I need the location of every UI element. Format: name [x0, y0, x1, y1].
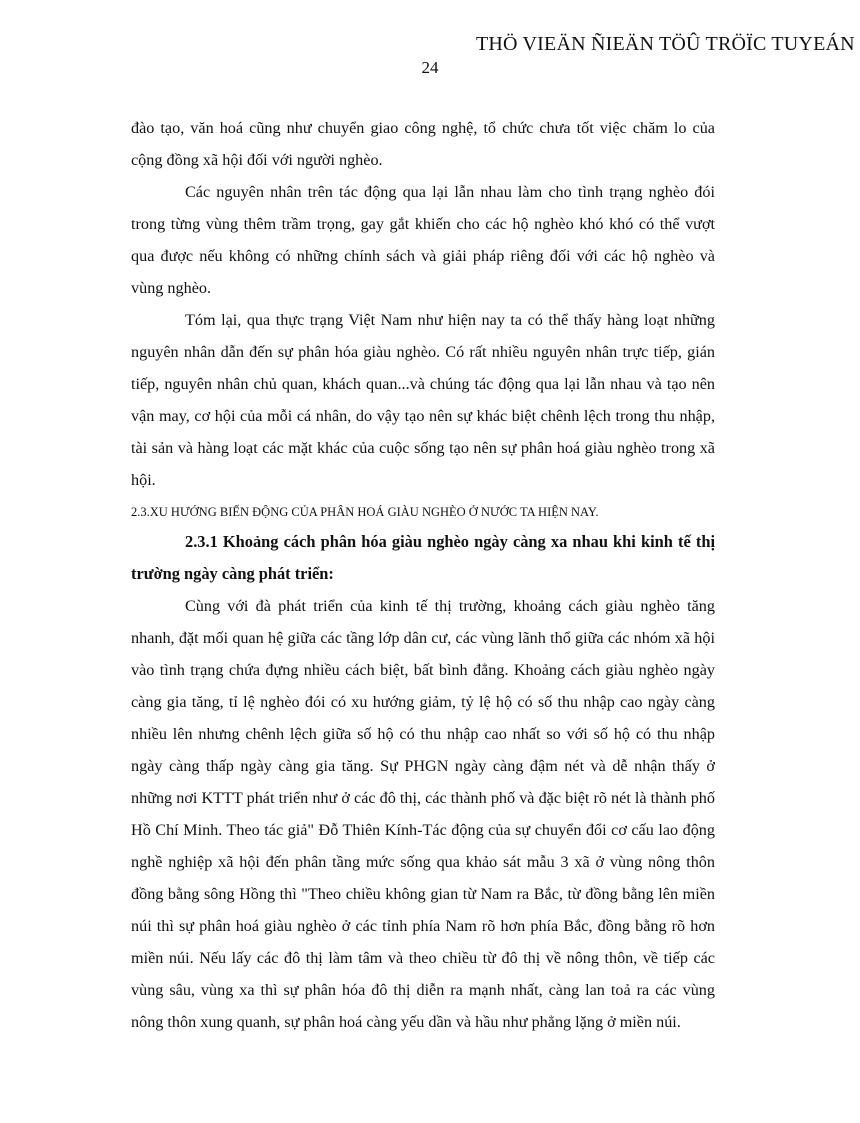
document-body: [131, 112, 715, 1038]
library-watermark: THÖ VIEÄN ÑIEÄN TÖÛ TRÖÏC TUYEÁN: [476, 33, 855, 55]
subsection-heading: 2.3.1 Khoảng cách phân hóa giàu nghèo ngày càng xa nhau khi kinh tế thị trường ngày càng phát triển:: [131, 532, 715, 583]
paragraph-causes: Các nguyên nhân trên tác động qua lại lẫn nhau làm cho tình trạng nghèo đói trong từng vùng thêm trầm trọng, gay gắt khiến cho các hộ nghèo khó khó có thể vượt qua được nếu không có những chính sách và giải pháp riêng đối với các hộ nghèo và vùng nghèo.: [131, 183, 715, 297]
section-heading: 2.3.XU HƯỚNG BIẾN ĐỘNG CỦA PHÂN HOÁ GIÀU NGHÈO Ở NƯỚC TA HIỆN NAY.: [131, 505, 599, 519]
paragraph-continuation: đào tạo, văn hoá cũng như chuyển giao công nghệ, tổ chức chưa tốt việc chăm lo của cộng đồng xã hội đối với người nghèo.: [131, 119, 715, 169]
paragraph-summary: Tóm lại, qua thực trạng Việt Nam như hiện nay ta có thể thấy hàng loạt những nguyên nhân dẫn đến sự phân hóa giàu nghèo. Có rất nhiều nguyên nhân trực tiếp, gián tiếp, nguyên nhân chủ quan, khách quan...và chúng tác động qua lại lẫn nhau và tạo nên vận may, cơ hội của mỗi cá nhân, do vậy tạo nên sự khác biệt chênh lệch trong thu nhập, tài sản và hàng loạt các mặt khác của cuộc sống tạo nên sự phân hoá giàu nghèo trong xã hội.: [131, 311, 715, 489]
paragraph-market-economy: Cùng với đà phát triển của kinh tế thị trường, khoảng cách giàu nghèo tăng nhanh, đặt mối quan hệ giữa các tầng lớp dân cư, các vùng lãnh thổ giữa các nhóm xã hội vào tình trạng chứa đựng nhiều cách biệt, bất bình đẳng. Khoảng cách giàu nghèo ngày càng gia tăng, tỉ lệ nghèo đói có xu hướng giảm, tỷ lệ hộ có số thu nhập cao ngày càng nhiều lên nhưng chênh lệch giữa số hộ có thu nhập cao nhất so với số hộ có thu nhập ngày càng thấp ngày càng gia tăng. Sự PHGN ngày càng đậm nét và dễ nhận thấy ở những nơi KTTT phát triển như ở các đô thị, các thành phố và đặc biệt rõ nét là thành phố Hồ Chí Minh. Theo tác giả" Đỗ Thiên Kính-Tác động của sự chuyển đổi cơ cấu lao động nghề nghiệp xã hội đến phân tầng mức sống qua khảo sát mẫu 3 xã ở vùng nông thôn đồng bằng sông Hồng thì "Theo chiều không gian từ Nam ra Bắc, từ đồng bằng lên miền núi thì sự phân hoá giàu nghèo ở các tỉnh phía Nam rõ hơn phía Bắc, đồng bằng rõ hơn miền núi. Nếu lấy các đô thị làm tâm và theo chiều từ đô thị về nông thôn, về tiếp các vùng sâu, vùng xa thì sự phân hóa đô thị diễn ra mạnh nhất, càng lan toả ra các vùng nông thôn xung quanh, sự phân hoá càng yếu dần và hầu như phẳng lặng ở miền núi.: [131, 597, 715, 1031]
page-number: 24: [421, 58, 439, 77]
